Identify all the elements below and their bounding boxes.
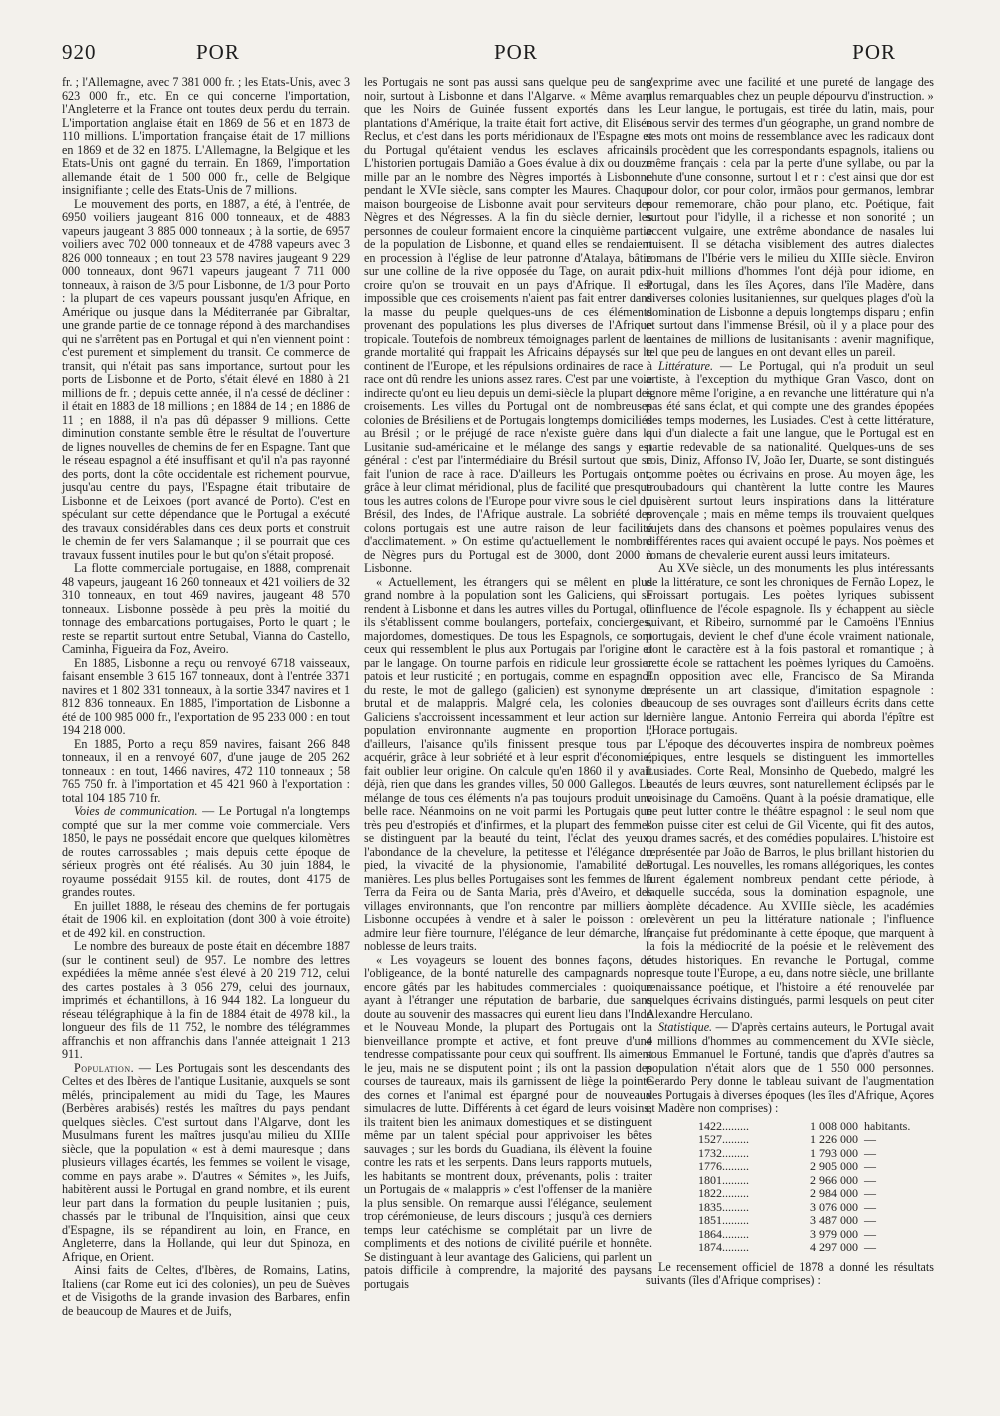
- table-cell-year: 1776.........: [698, 1159, 749, 1173]
- table-cell-unit: —: [864, 1145, 876, 1160]
- paragraph: L'époque des découvertes inspira de nombreux poèmes épiques, entre lesquels se distinguent les immortelles Lusiades. Corte Real, Monsinho de Quebedo, malgré les beautés de leurs œuvres, sont naturellement éclipsés par le voisinage du Camoëns. Quant à la poésie dramatique, elle ne peut lutter contre le théâtre espagnol : le seul nom que l'on puisse citer est celui de Gil Vicente, qui fit des autos, ou drames sacrés, et des comédies populaires. L'histoire est représentée par João de Barros, le plus brillant historien du Portugal. Les nouvelles, les romans allégoriques, les contes furent également nombreux pendant cette période, à laquelle succéda, sous la domination espagnole, une complète décadence. Au XVIIIe siècle, les académies relevèrent un peu la littérature nationale ; l'influence française fut prédominante à cette époque, que marquent à la fois la médiocrité de la poésie et le relèvement des études historiques. En revanche le Portugal, comme presque toute l'Europe, a eu, dans notre siècle, une brillante renaissance poétique, et l'histoire a été renouvelée par quelques écrivains distingués, parmi lesquels on peut citer Alexandre Herculano.: [646, 736, 934, 1021]
- table-row: [698, 1241, 914, 1255]
- table-row: [698, 1174, 914, 1188]
- paragraph: En 1885, Porto a reçu 859 navires, faisant 266 848 tonneaux, il en a renvoyé 607, d'une jauge de 205 262 tonneaux : en tout, 1466 navires, 472 110 tonneaux ; 58 765 750 fr. à l'importation et 45 421 960 à l'exportation : total 104 185 710 fr.: [62, 736, 350, 805]
- running-head-center: POR: [494, 40, 538, 64]
- table-cell-value: 3 076 000: [810, 1199, 858, 1214]
- section-heading: Littérature.: [658, 358, 713, 373]
- table-cell-unit: —: [864, 1132, 876, 1146]
- table-cell-year: 1801.........: [698, 1172, 749, 1187]
- table-cell-year: 1732.........: [698, 1145, 749, 1160]
- section-text: — D'après certains auteurs, le Portugal avait 4 millions d'hommes au commencement du XVIe siècle, sous Emmanuel le Fortuné, tandis que d'après d'autres sa population n'était alors que de 1 550 000 personnes. Gerardo Pery donne le tableau suivant de l'augmentation des Portugais à diverses époques (les îles d'Afrique, Açores et Madère non comprises) :: [646, 1020, 934, 1115]
- table-cell-unit: —: [864, 1199, 876, 1214]
- paragraph: Au XVe siècle, un des monuments les plus intéressants de la littérature, ce sont les chroniques de Fernão Lopez, le Froissart portugais. Les poètes lyriques subissent l'influence de l'école espagnole. Ils y échappent au siècle suivant, et Ribeiro, surnommé par le Camoëns l'Ennius portugais, devient le chef d'une école vraiment nationale, dont le caractère est à la fois pastoral et romantique ; à cette école se rattachent les poèmes lyriques du Camoëns. En opposition avec elle, Francisco de Sa Miranda représente un art classique, d'imitation espagnole : beaucoup de ses ouvrages sont d'ailleurs écrits dans cette dernière langue. Antonio Ferreira qui aborda l'épître est l'Horace portugais.: [646, 561, 934, 737]
- table-row: [698, 1187, 914, 1201]
- table-cell-value: 2 984 000: [810, 1186, 858, 1200]
- table-row: [698, 1201, 914, 1215]
- table-cell-unit: —: [864, 1159, 876, 1173]
- table-cell-value: 2 966 000: [810, 1172, 858, 1187]
- table-cell-value: 1 226 000: [810, 1132, 858, 1146]
- table-row: [698, 1133, 914, 1147]
- paragraph: « Actuellement, les étrangers qui se mêlent en plus grand nombre à la population sont les Galiciens, qui se rendent à Lisbonne et dans les autres villes du Portugal, où ils s'établissent comme boulangers, portefaix, concierges, majordomes, domestiques. De tous les Espagnols, ce sont ceux qui ressemblent le plus aux Portugais par l'origine et par le langage. On tourne parfois en ridicule leur grossier patois et leur rusticité ; en portugais, comme en espagnol du reste, le mot de gallego (galicien) est synonyme de brutal et de malappris. Malgré cela, les colonies de Galiciens s'accroissent incessamment et leur action sur la population environnante augmente en proportion ; d'ailleurs, l'aisance qu'ils finissent presque tous par acquérir, grâce à leur sobriété et à leur esprit d'économie, fait oublier leur origine. On calcule qu'en 1860 il y avait déjà, rien que dans les grandes villes, 50 000 Gallegos. Le mélange de tous ces éléments n'a pas toujours produit une belle race. Néanmoins on ne voit parmi les Portugais que très peu d'estropiés et d'infirmes, et la plupart des femmes se distinguent par la beauté du teint, l'éclat des yeux, l'abondance de la chevelure, la petitesse et l'élégance du pied, la vivacité de la physionomie, l'amabilité des manières. Les plus belles Portugaises sont les femmes de la Terra da Feira ou de Santa Maria, près d'Aveiro, et des villages environnants, que l'on rencontre par milliers à Lisbonne occupées à vendre et à saler le poisson : on admire leur fière tournure, l'élégance de leur démarche, la noblesse de leurs traits.: [364, 574, 652, 953]
- section-heading: Population.: [74, 1060, 135, 1075]
- section-text: — Les Portugais sont les descendants des Celtes et des Ibères de l'antique Lusitanie, auxquels se sont mêlés, principalement au midi du Tage, les Maures (Berbères arabisés) restés les maîtres du pays pendant quelques siècles. C'est surtout dans l'Algarve, dont les Musulmans furent les maîtres jusqu'au milieu du XIIIe siècle, que la population « est à demi mauresque ; dans plusieurs villages écartés, les femmes se voilent le visage, comme en pays arabe ». D'autres « Sémites », les Juifs, habitèrent aussi le Portugal en grand nombre, et ils eurent leur part dans la formation du peuple lusitanien ; puis, chassés par le tribunal de l'Inquisition, ainsi que ceux d'Espagne, ils se répandirent au loin, en France, en Angleterre, dans la Hollande, qui leur dut Spinoza, en Afrique, en Orient.: [62, 1060, 350, 1264]
- table-cell-unit: —: [864, 1186, 876, 1200]
- table-cell-year: 1527.........: [698, 1132, 749, 1146]
- table-cell-value: 2 905 000: [810, 1159, 858, 1173]
- table-row: [698, 1214, 914, 1228]
- paragraph: fr. ; l'Allemagne, avec 7 381 000 fr. ; les Etats-Unis, avec 3 623 000 fr., etc. En ce qui concerne l'importation, l'Angleterre et la France ont toutes deux perdu du terrain. L'importation anglaise était en 1869 de 56 et en 1873 de 110 millions. L'importation française était de 17 millions en 1869 et de 32 en 1875. L'Allemagne, la Belgique et les Etats-Unis ont gagné du terrain. En 1869, l'importation allemande était de 1 500 000 fr., celle de Belgique insignifiante ; celle des Etats-Unis de 7 millions.: [62, 75, 350, 197]
- table-cell-year: 1422.........: [698, 1118, 749, 1133]
- section-paragraph-communication: [62, 805, 350, 900]
- table-cell-unit: —: [864, 1226, 876, 1241]
- text-column-2: [364, 76, 652, 1291]
- table-cell-unit: —: [864, 1213, 876, 1227]
- section-text: — Le Portugal, qui n'a produit un seul artiste, à l'exception du mythique Gran Vasco, dont on ignore même l'origine, a en revanche une littérature qui n'a pas été sans éclat, et qui compte une des grandes épopées des temps modernes, les Lusiades. C'est à cette littérature, qui d'un dialecte a fait une langue, que le Portugal est en partie redevable de sa nationalité. Quelques-uns de ses rois, Diniz, Affonso IV, João Ier, Duarte, se sont distingués comme poètes ou écrivains en prose. Au moyen âge, les troubadours qui chantèrent la lutte contre les Maures puisèrent surtout leurs inspirations dans la littérature provençale ; mais en même temps ils trouvaient quelques sujets dans des chansons et poèmes populaires venus des différentes races qui avaient occupé le pays. Nos poèmes et romans de chevalerie eurent aussi leurs imitateurs.: [646, 358, 934, 562]
- text-column-3: [646, 76, 934, 1288]
- paragraph: Le recensement officiel de 1878 a donné les résultats suivants (îles d'Afrique comprises) :: [646, 1259, 934, 1287]
- table-cell-year: 1822.........: [698, 1186, 749, 1200]
- section-heading: Voies de communication.: [74, 804, 198, 818]
- paragraph: Ainsi faits de Celtes, d'Ibères, de Romains, Latins, Italiens (car Rome eut ici des colonies), un peu de Suèves et de Visigoths de la grande invasion des Barbares, enfin de beaucoup de Maures et de Juifs,: [62, 1263, 350, 1318]
- paragraph: les Portugais ne sont pas aussi sans quelque peu de sang noir, surtout à Lisbonne et dans l'Algarve. « Même avant que les Noirs de Guinée fussent exportés dans les plantations d'Amérique, la traite était fort active, dit Elisée Reclus, et c'est dans les ports méridionaux de l'Espagne et du Portugal qu'étaient vendus les esclaves africains. L'historien portugais Damião a Goes évalue à dix ou douze mille par an le nombre des Nègres importés à Lisbonne pendant le XVIe siècle, sans compter les Maures. Chaque maison bourgeoise de Lisbonne avait pour serviteurs des Nègres et des Négresses. A la fin du siècle dernier, les personnes de couleur formaient encore la cinquième partie de la population de Lisbonne, et quand elles se rendaient en procession à l'église de leur patronne d'Atalaya, bâtie sur une colline de la rive opposée du Tage, on aurait pu croire qu'on se trouvait en un pays d'Afrique. Il est impossible que ces croisements n'aient pas fait entrer dans la masse du peuple quelques-uns de ces éléments provenant des populations les plus diverses de l'Afrique tropicale. Toutefois de nombreux témoignages parlent de la grande mortalité qui frappait les Africains dépaysés sur le continent de l'Europe, et les répulsions ordinaires de race à race ont dû rendre les unions assez rares. C'est par une voie indirecte qu'ont eu lieu depuis un demi-siècle la plupart des croisements. Les villes du Portugal ont de nombreuses colonies de Brésiliens et de Portugais longtemps domiciliés au Brésil ; or le préjugé de race n'existe guère dans la Lusitanie sud-américaine et le mélange des sangs y est général : c'est par l'intermédiaire du Brésil surtout que se fait l'union de race à race. D'ailleurs les Portugais ont, grâce à leur climat méridional, plus de facilité que presque tous les autres colons de l'Europe pour vivre sous le ciel du Brésil, des Indes, de l'Afrique australe. La sobriété des colons portugais est une autre raison de leur facilité d'acclimatement. » On estime qu'actuellement le nombre de Nègres purs du Portugal est de 3000, dont 2000 à Lisbonne.: [364, 75, 652, 575]
- text-column-1: [62, 76, 350, 1318]
- table-cell-value: 3 487 000: [810, 1213, 858, 1227]
- table-cell-unit: —: [864, 1240, 876, 1254]
- paragraph: Le nombre des bureaux de poste était en décembre 1887 (sur le continent seul) de 957. Le nombre des lettres expédiées la même année s'est élevé à 20 219 712, celui des cartes postales à 3 056 279, celui des journaux, imprimés et échantillons, à 16 944 182. La longueur du réseau télégraphique à la fin de 1884 était de 4978 kil., la longueur des fils de 11 752, le nombre des télégrammes affranchis et non affranchis dans l'année atteignait 1 213 911.: [62, 939, 350, 1061]
- section-paragraph-litterature: [646, 360, 934, 563]
- table-cell-value: 1 008 000: [810, 1118, 858, 1133]
- table-cell-year: 1851.........: [698, 1213, 749, 1227]
- table-cell-unit: habitants.: [864, 1118, 911, 1133]
- table-cell-unit: —: [864, 1172, 876, 1187]
- paragraph: Leur langue, le portugais, est tirée du latin, mais, pour nous servir des termes d'un géographe, un grand nombre de ses mots ont moins de ressemblance avec les radicaux dont ils procèdent que les correspondants espagnols, italiens ou même français : cela par la perte d'une syllabe, ou par la chute d'une consonne, surtout l et r : c'est ainsi que dor est pour dolor, cor pour color, irmãos pour germanos, lembrar pour rememorare, chão pour plano, etc. Poétique, fait surtout pour l'idylle, il a richesse et non sonorité ; un accent vulgaire, une extrême abondance de nasales lui nuisent. Il se détacha visiblement des autres dialectes romans de l'Ibérie vers le milieu du XIIIe siècle. Environ dix-huit millions d'hommes l'ont déjà pour idiome, en Portugal, dans les îles Açores, dans l'île Madère, dans diverses colonies lusitaniennes, sur quelques plages d'où la domination de Lisbonne a depuis longtemps disparu ; enfin et surtout dans l'immense Brésil, où il y a place pour des centaines de millions de lusitanisants : avenir magnifique, tel que peu de langues en ont devant elles un pareil.: [646, 102, 934, 359]
- paragraph: La flotte commerciale portugaise, en 1888, comprenait 48 vapeurs, jaugeant 16 260 tonneaux et 421 voiliers de 32 310 tonneaux, en tout 469 navires, jaugeant 48 570 tonneaux. Lisbonne possède à peu près la moitié du tonnage des embarcations portugaises, Porto le quart ; le reste se repartit surtout entre Setubal, Vianna do Castello, Caminha, Figueira da Foz, Aveiro.: [62, 561, 350, 656]
- section-paragraph-statistique: [646, 1021, 934, 1116]
- table-row: [698, 1147, 914, 1161]
- table-row: [698, 1228, 914, 1242]
- paragraph: En juillet 1888, le réseau des chemins de fer portugais était de 1906 kil. en exploitation (dont 300 à voie étroite) et de 492 kil. en construction.: [62, 898, 350, 940]
- table-row: [698, 1160, 914, 1174]
- population-table-body: [698, 1120, 914, 1255]
- section-heading: Statistique.: [658, 1020, 713, 1034]
- table-cell-year: 1864.........: [698, 1226, 749, 1241]
- table-row: [698, 1120, 914, 1134]
- running-head-right: POR: [852, 40, 896, 64]
- page-number: 920: [62, 40, 97, 64]
- table-cell-year: 1835.........: [698, 1199, 749, 1214]
- page-header: [62, 40, 942, 72]
- population-table: [698, 1120, 914, 1255]
- paragraph: En 1885, Lisbonne a reçu ou renvoyé 6718 vaisseaux, faisant ensemble 3 615 167 tonneaux, dont à l'entrée 3371 navires et 1 802 331 tonneaux, à la sortie 3347 navires et 1 812 836 tonneaux. En 1885, l'importation de Lisbonne a été de 100 985 000 fr., l'exportation de 95 233 000 : en tout 194 218 000.: [62, 655, 350, 737]
- table-cell-value: 3 979 000: [810, 1226, 858, 1241]
- table-cell-value: 4 297 000: [810, 1240, 858, 1254]
- running-head-left: POR: [196, 40, 240, 64]
- section-paragraph-population: [62, 1062, 350, 1265]
- table-cell-year: 1874.........: [698, 1240, 749, 1254]
- paragraph: Le mouvement des ports, en 1887, a été, à l'entrée, de 6950 voiliers jaugeant 816 000 tonneaux, et de 4883 vapeurs jaugeant 3 885 000 tonneaux ; à la sortie, de 6957 voiliers avec 702 000 tonneaux et de 4788 vapeurs avec 3 826 000 tonneaux ; en tout 23 578 navires jaugeant 9 229 000 tonneaux, dont 9671 vapeurs jaugeant 7 711 000 tonneaux, à raison de 3/5 pour Lisbonne, de 1/3 pour Porto : la plupart de ces vapeurs poussant jusqu'en Afrique, en Amérique ou jusque dans la Méditerranée par Gibraltar, une grande partie de ce tonnage répond à des marchandises qui ne s'arrêtent pas en Portugal et qui n'en viennent point : c'est purement et simplement du transit. Ce commerce de transit, qui n'était pas sans importance, surtout pour les ports de Lisbonne et de Porto, s'était élevé en 1880 à 21 millions de fr. ; depuis cette année, il n'a cessé de décliner : il était en 1883 de 18 millions ; en 1884 de 14 ; en 1886 de 11 ; en 1888, il n'a pas dû dépasser 9 millions. Cette diminution constante semble être le résultat de l'ouverture de lignes nouvelles de chemins de fer en Espagne. Tant que le réseau espagnol a été insuffisant et qu'il n'a pas rayonné des ports, dont la côte occidentale est richement pourvue, jusqu'au centre du pays, l'Espagne était tributaire de Lisbonne et de Leixoes (port avancé de Porto). C'est en spéculant sur cette dépendance que le Portugal a exécuté des travaux considérables dans ces deux ports et construit le chemin de fer vers Salamanque ; il se pourrait que ces travaux fussent inutiles pour le but qu'on s'était proposé.: [62, 196, 350, 562]
- section-text: — Le Portugal n'a longtemps compté que sur la mer comme voie commerciale. Vers 1850, le pays ne possédait encore que quelques kilomètres de routes carrossables ; mais depuis cette époque de sérieux progrès ont été réalisés. Au 30 juin 1884, le royaume possédait 9155 kil. de routes, dont 4175 de grandes routes.: [62, 804, 350, 899]
- paragraph: « Les voyageurs se louent des bonnes façons, de l'obligeance, de la bonté naturelle des campagnards non encore gâtés par les habitudes commerciales : quoique ayant à l'étranger une réputation de barbarie, due sans doute au souvenir des massacres qui eurent lieu dans l'Inde et le Nouveau Monde, la plupart des Portugais ont la bienveillance prompte et active, et font preuve d'une tendresse compatissante pour ceux qui souffrent. Ils aiment le jeu, mais ne se disputent point ; ils ont la passion des courses de taureaux, mais ils garnissent de liège la pointe des cornes et l'animal est épargné pour de nouveaux simulacres de lutte. Différents à cet égard de leurs voisins, ils traitent bien les animaux domestiques et se distinguent même par un talent spécial pour apprivoiser les bêtes sauvages ; sur les bords du Guadiana, ils élèvent la fouine contre les rats et les serpents. Dans leurs rapports mutuels, les habitants se montrent doux, prévenants, polis : traiter un Portugais de « malappris » c'est l'offenser de la manière la plus sensible. On remarque aussi l'élégance, seulement trop cérémonieuse, de leurs discours ; jusqu'à ces derniers temps leur catéchisme se complétait par un livre de compliments et des notions de civilité puérile et honnête. Se distinguant à leur avantage des Galiciens, qui parlent un patois difficile à comprendre, la majorité des paysans portugais: [364, 952, 652, 1291]
- paragraph: s'exprime avec une facilité et une pureté de langage des plus remarquables chez un peuple dépourvu d'instruction. »: [646, 75, 934, 103]
- table-cell-value: 1 793 000: [810, 1145, 858, 1160]
